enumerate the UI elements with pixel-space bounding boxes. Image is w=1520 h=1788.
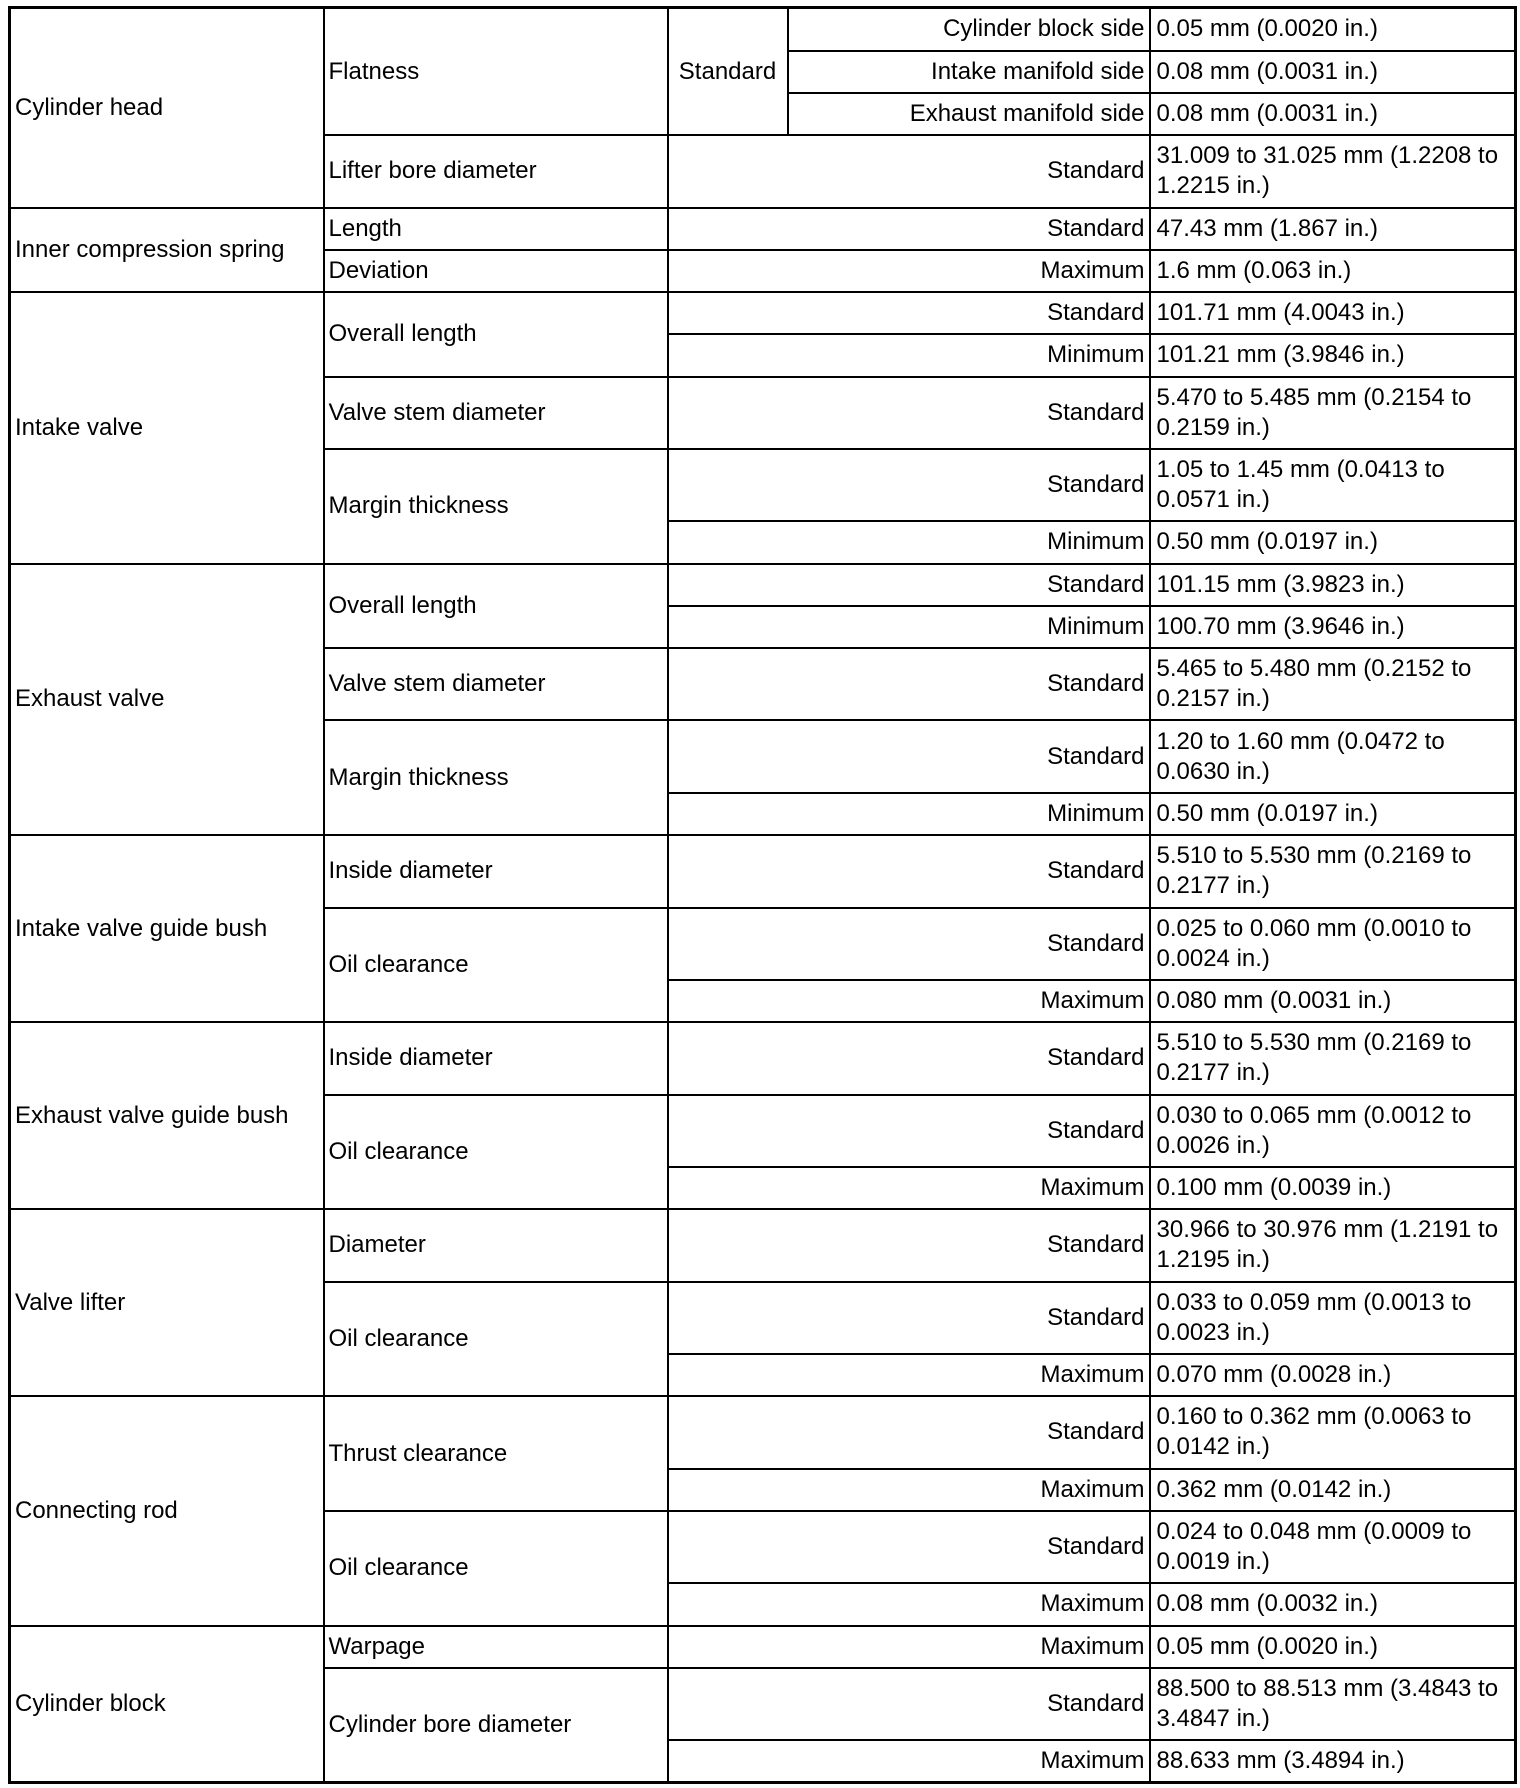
table-row xyxy=(10,292,1516,334)
value-cell: 5.510 to 5.530 mm (0.2169 to 0.2177 in.) xyxy=(1150,835,1516,907)
spec-cell: Minimum xyxy=(668,793,1150,835)
value-cell: 0.50 mm (0.0197 in.) xyxy=(1150,521,1516,563)
spec-cell: Standard xyxy=(668,1282,1150,1354)
component-cell: Inner compression spring xyxy=(10,208,324,292)
item-cell: Margin thickness xyxy=(324,449,668,564)
value-cell: 47.43 mm (1.867 in.) xyxy=(1150,208,1516,250)
item-cell: Valve stem diameter xyxy=(324,377,668,449)
spec-cell: Minimum xyxy=(668,521,1150,563)
item-cell: Cylinder bore diameter xyxy=(324,1668,668,1783)
item-cell: Inside diameter xyxy=(324,1022,668,1094)
spec-cell: Standard xyxy=(668,1668,1150,1740)
condition-cell: Cylinder block side xyxy=(788,8,1150,51)
item-cell: Lifter bore diameter xyxy=(324,135,668,207)
spec-cell: Maximum xyxy=(668,1167,1150,1209)
condition-cell: Intake manifold side xyxy=(788,51,1150,93)
component-cell: Cylinder block xyxy=(10,1626,324,1783)
spec-cell: Standard xyxy=(668,564,1150,606)
spec-cell: Standard xyxy=(668,1396,1150,1468)
item-cell: Valve stem diameter xyxy=(324,648,668,720)
spec-cell: Maximum xyxy=(668,1469,1150,1511)
spec-cell: Maximum xyxy=(668,250,1150,292)
value-cell: 0.024 to 0.048 mm (0.0009 to 0.0019 in.) xyxy=(1150,1511,1516,1583)
spec-cell: Maximum xyxy=(668,1626,1150,1668)
value-cell: 0.025 to 0.060 mm (0.0010 to 0.0024 in.) xyxy=(1150,908,1516,980)
table-row xyxy=(10,1626,1516,1668)
item-cell: Diameter xyxy=(324,1209,668,1281)
spec-cell: Minimum xyxy=(668,606,1150,648)
value-cell: 100.70 mm (3.9646 in.) xyxy=(1150,606,1516,648)
value-cell: 5.470 to 5.485 mm (0.2154 to 0.2159 in.) xyxy=(1150,377,1516,449)
table-row xyxy=(10,1209,1516,1281)
value-cell: 88.633 mm (3.4894 in.) xyxy=(1150,1740,1516,1782)
value-cell: 101.15 mm (3.9823 in.) xyxy=(1150,564,1516,606)
value-cell: 101.21 mm (3.9846 in.) xyxy=(1150,334,1516,376)
spec-cell: Standard xyxy=(668,908,1150,980)
item-cell: Overall length xyxy=(324,564,668,648)
component-cell: Cylinder head xyxy=(10,8,324,208)
spec-cell: Standard xyxy=(668,377,1150,449)
component-cell: Valve lifter xyxy=(10,1209,324,1396)
spec-cell: Minimum xyxy=(668,334,1150,376)
spec-cell: Standard xyxy=(668,208,1150,250)
spec-cell: Maximum xyxy=(668,1354,1150,1396)
spec-cell: Standard xyxy=(668,135,1150,207)
item-cell: Length xyxy=(324,208,668,250)
value-cell: 88.500 to 88.513 mm (3.4843 to 3.4847 in.) xyxy=(1150,1668,1516,1740)
value-cell: 0.05 mm (0.0020 in.) xyxy=(1150,8,1516,51)
spec-cell: Standard xyxy=(668,449,1150,521)
value-cell: 1.05 to 1.45 mm (0.0413 to 0.0571 in.) xyxy=(1150,449,1516,521)
value-cell: 0.160 to 0.362 mm (0.0063 to 0.0142 in.) xyxy=(1150,1396,1516,1468)
value-cell: 0.08 mm (0.0032 in.) xyxy=(1150,1583,1516,1625)
item-cell: Warpage xyxy=(324,1626,668,1668)
condition-cell: Exhaust manifold side xyxy=(788,93,1150,135)
item-cell: Margin thickness xyxy=(324,720,668,835)
value-cell: 0.033 to 0.059 mm (0.0013 to 0.0023 in.) xyxy=(1150,1282,1516,1354)
table-row xyxy=(10,208,1516,250)
spec-cell: Standard xyxy=(668,292,1150,334)
value-cell: 0.08 mm (0.0031 in.) xyxy=(1150,51,1516,93)
value-cell: 0.100 mm (0.0039 in.) xyxy=(1150,1167,1516,1209)
table-row xyxy=(10,835,1516,907)
value-cell: 0.070 mm (0.0028 in.) xyxy=(1150,1354,1516,1396)
value-cell: 1.20 to 1.60 mm (0.0472 to 0.0630 in.) xyxy=(1150,720,1516,792)
item-cell: Overall length xyxy=(324,292,668,376)
component-cell: Intake valve guide bush xyxy=(10,835,324,1022)
value-cell: 5.510 to 5.530 mm (0.2169 to 0.2177 in.) xyxy=(1150,1022,1516,1094)
value-cell: 31.009 to 31.025 mm (1.2208 to 1.2215 in.) xyxy=(1150,135,1516,207)
value-cell: 101.71 mm (4.0043 in.) xyxy=(1150,292,1516,334)
item-cell: Inside diameter xyxy=(324,835,668,907)
item-cell: Oil clearance xyxy=(324,1511,668,1626)
spec-cell: Standard xyxy=(668,8,788,136)
spec-cell: Maximum xyxy=(668,1740,1150,1782)
value-cell: 0.080 mm (0.0031 in.) xyxy=(1150,980,1516,1022)
value-cell: 0.030 to 0.065 mm (0.0012 to 0.0026 in.) xyxy=(1150,1095,1516,1167)
item-cell: Oil clearance xyxy=(324,1095,668,1210)
spec-cell: Standard xyxy=(668,720,1150,792)
specification-table xyxy=(8,6,1517,1784)
component-cell: Intake valve xyxy=(10,292,324,564)
component-cell: Exhaust valve xyxy=(10,564,324,836)
value-cell: 5.465 to 5.480 mm (0.2152 to 0.2157 in.) xyxy=(1150,648,1516,720)
item-cell: Oil clearance xyxy=(324,908,668,1023)
value-cell: 0.362 mm (0.0142 in.) xyxy=(1150,1469,1516,1511)
table-row xyxy=(10,1396,1516,1468)
value-cell: 0.50 mm (0.0197 in.) xyxy=(1150,793,1516,835)
item-cell: Flatness xyxy=(324,8,668,136)
table-row xyxy=(10,564,1516,606)
table-row xyxy=(10,1022,1516,1094)
value-cell: 30.966 to 30.976 mm (1.2191 to 1.2195 in.) xyxy=(1150,1209,1516,1281)
component-cell: Exhaust valve guide bush xyxy=(10,1022,324,1209)
spec-cell: Standard xyxy=(668,1511,1150,1583)
value-cell: 0.05 mm (0.0020 in.) xyxy=(1150,1626,1516,1668)
spec-cell: Standard xyxy=(668,1209,1150,1281)
item-cell: Deviation xyxy=(324,250,668,292)
spec-cell: Standard xyxy=(668,835,1150,907)
value-cell: 1.6 mm (0.063 in.) xyxy=(1150,250,1516,292)
spec-cell: Maximum xyxy=(668,980,1150,1022)
spec-cell: Standard xyxy=(668,1095,1150,1167)
spec-cell: Maximum xyxy=(668,1583,1150,1625)
spec-cell: Standard xyxy=(668,648,1150,720)
table-row xyxy=(10,8,1516,51)
value-cell: 0.08 mm (0.0031 in.) xyxy=(1150,93,1516,135)
spec-cell: Standard xyxy=(668,1022,1150,1094)
item-cell: Oil clearance xyxy=(324,1282,668,1397)
component-cell: Connecting rod xyxy=(10,1396,324,1625)
item-cell: Thrust clearance xyxy=(324,1396,668,1511)
